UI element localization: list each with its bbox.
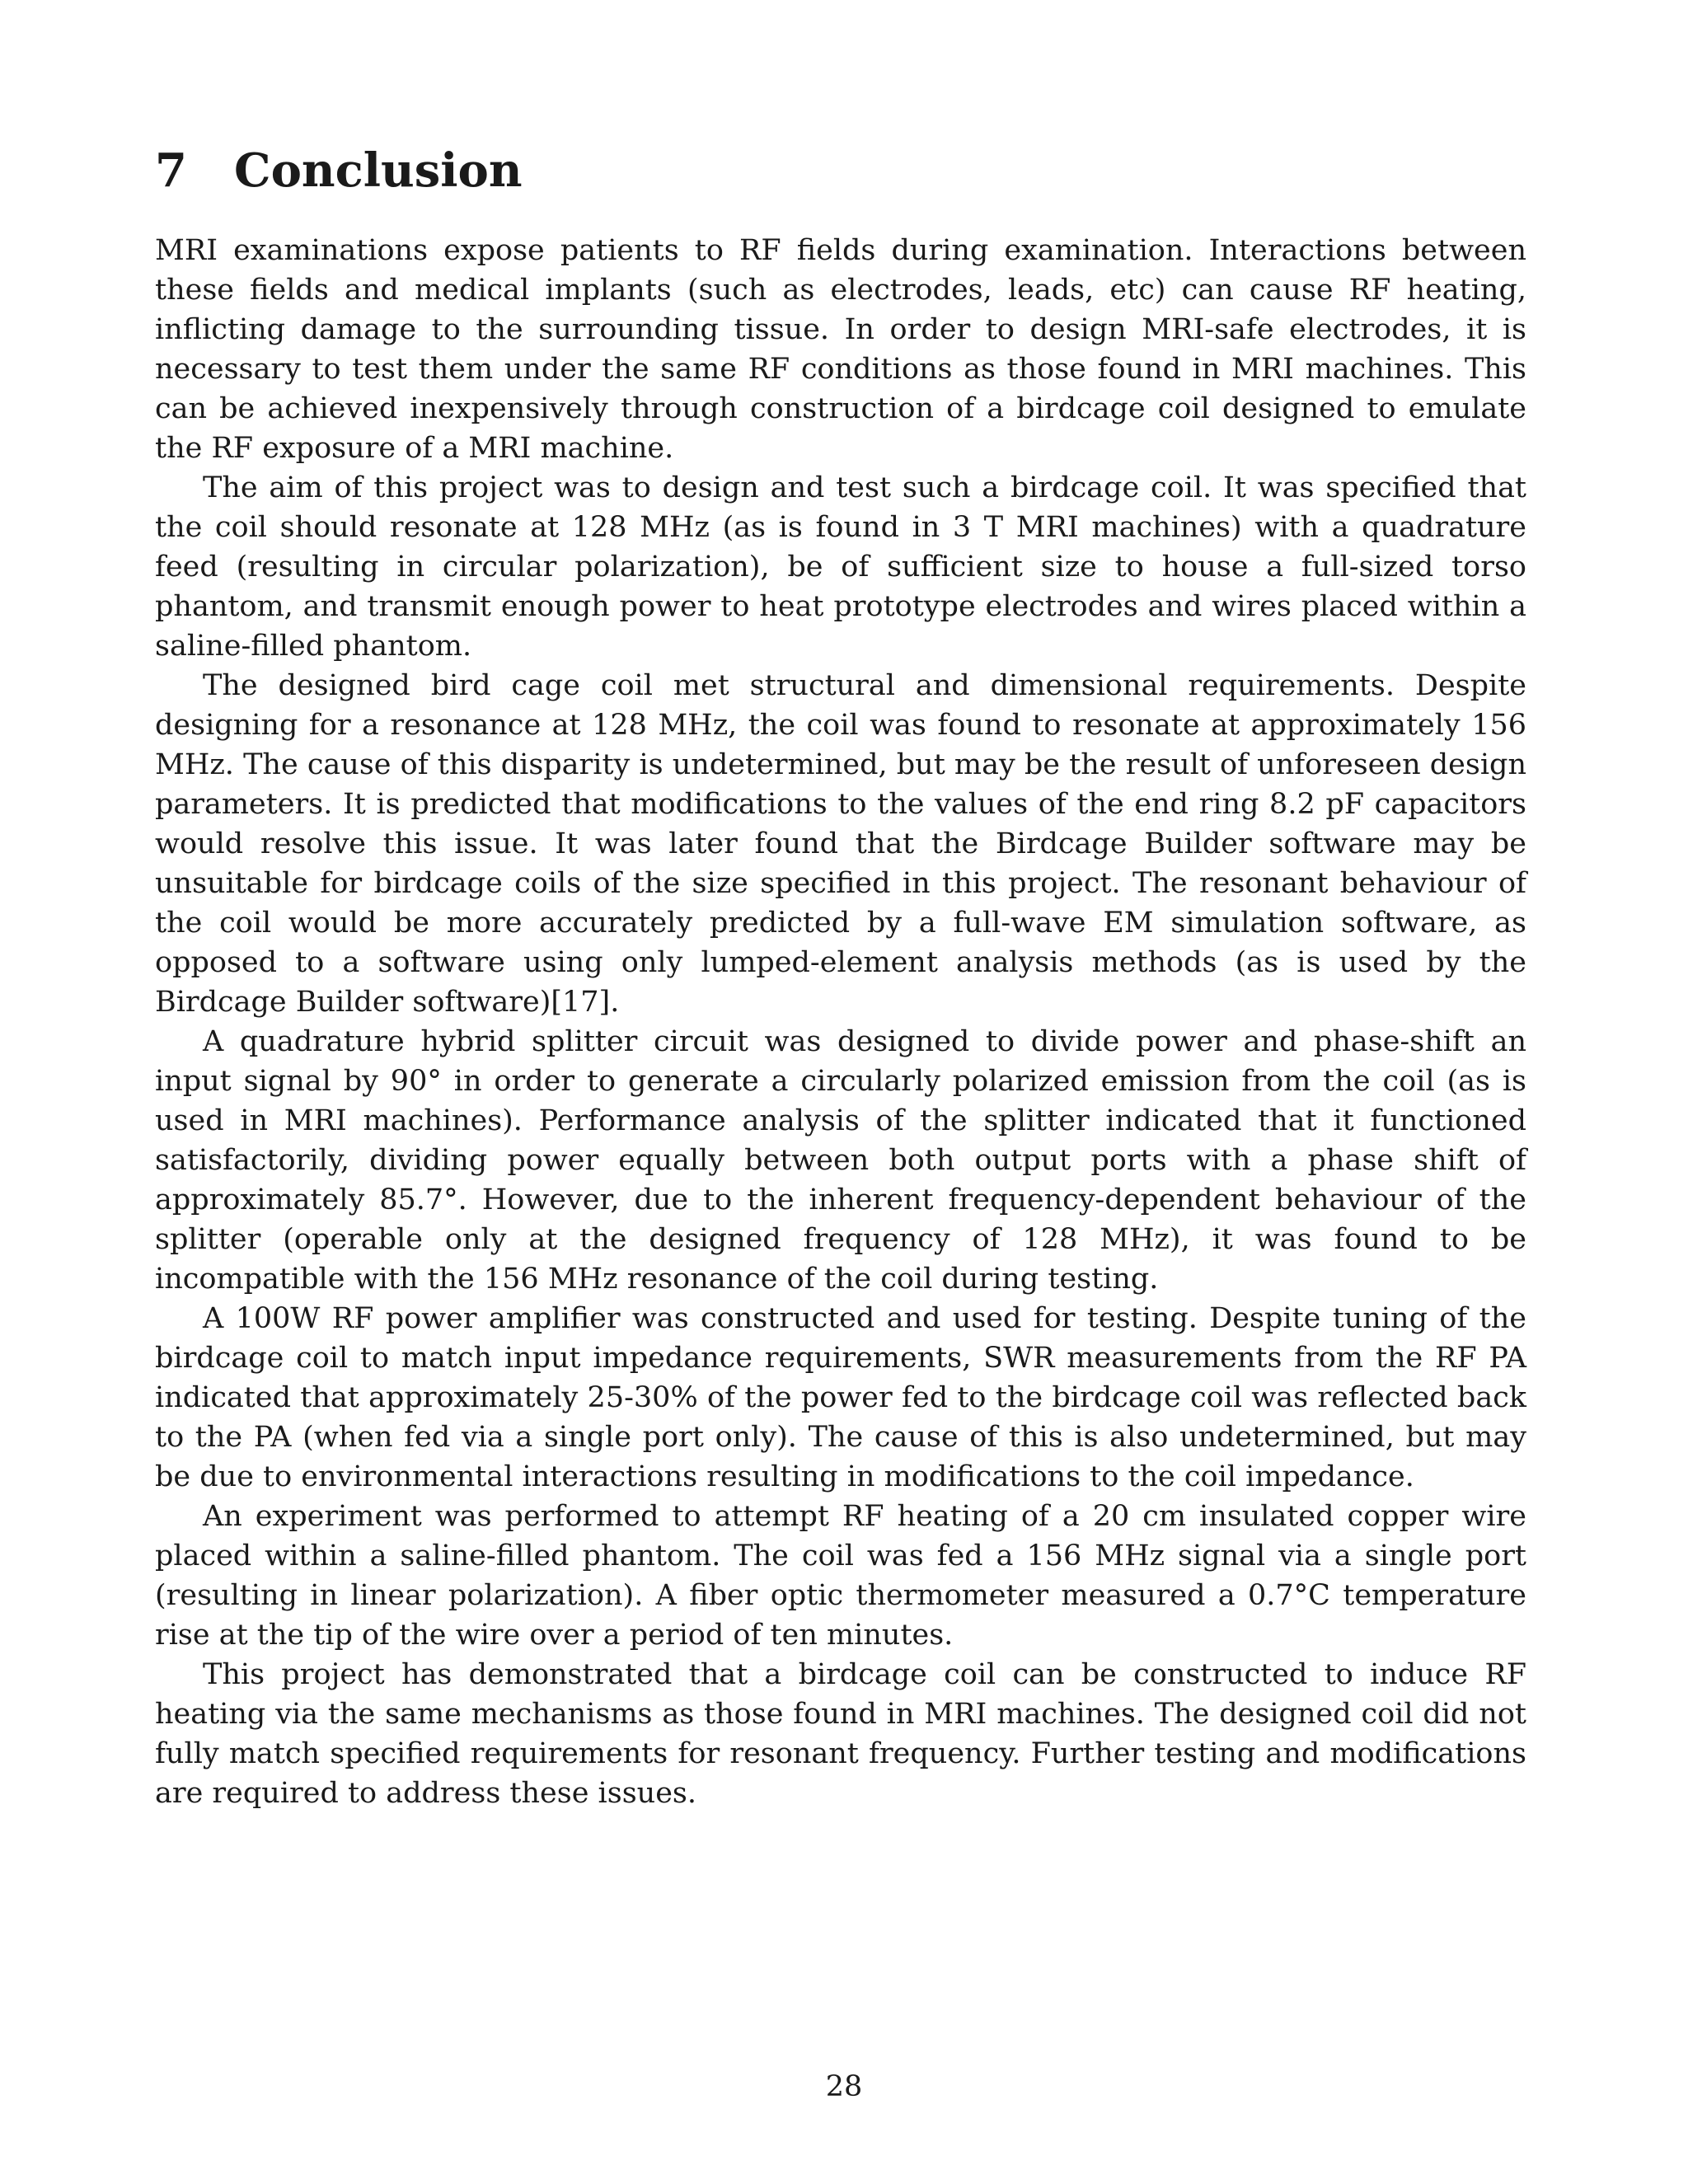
paragraph-4: A quadrature hybrid splitter circuit was designed to divide power and phase-shift an input signal by 90° in order to generate a circularly polarized emission from the coil (as is used in MRI machines). Performance analysis of the splitter indicated that it functioned satisfactorily, dividing power equally between both output ports with a phase shift of approximately 85.7°. However, due to the inherent frequency-dependent behaviour of the splitter (operable only at the designed frequency of 128 MHz), it was found to be incompatible with the 156 MHz resonance of the coil during testing. xyxy=(155,1025,1526,1296)
paragraph-6: An experiment was performed to attempt RF heating of a 20 cm insulated copper wire placed within a saline-filled phantom. The coil was fed a 156 MHz signal via a single port (resulting in linear polarization). A fiber optic thermometer measured a 0.7°C temperature rise at the tip of the wire over a period of ten minutes. xyxy=(155,1500,1526,1652)
body-text xyxy=(155,231,1526,1813)
paragraph-2: The aim of this project was to design and test such a birdcage coil. It was specified that the coil should resonate at 128 MHz (as is found in 3 T MRI machines) with a quadrature feed (resulting in circular polarization), be of sufficient size to house a full-sized torso phantom, and transmit enough power to heat prototype electrodes and wires placed within a saline-filled phantom. xyxy=(155,471,1526,663)
paragraph-1: MRI examinations expose patients to RF fields during examination. Interactions between these fields and medical implants (such as electrodes, leads, etc) can cause RF heating, inflicting damage to the surrounding tissue. In order to design MRI-safe electrodes, it is necessary to test them under the same RF conditions as those found in MRI machines. This can be achieved inexpensively through construction of a birdcage coil designed to emulate the RF exposure of a MRI machine. xyxy=(155,234,1526,465)
page-number: 28 xyxy=(825,2070,863,2103)
paragraph-5: A 100W RF power amplifier was constructed and used for testing. Despite tuning of the birdcage coil to match input impedance requirements, SWR measurements from the RF PA indicated that approximately 25-30% of the power fed to the birdcage coil was reflected back to the PA (when fed via a single port only). The cause of this is also undetermined, but may be due to environmental interactions resulting in modifications to the coil impedance. xyxy=(155,1302,1526,1493)
section-heading xyxy=(155,142,523,199)
section-number: 7 xyxy=(155,143,187,198)
paragraph-3: The designed bird cage coil met structural and dimensional requirements. Despite designing for a resonance at 128 MHz, the coil was found to resonate at approximately 156 MHz. The cause of this disparity is undetermined, but may be the result of unforeseen design parameters. It is predicted that modifications to the values of the end ring 8.2 pF capacitors would resolve this issue. It was later found that the Birdcage Builder software may be unsuitable for birdcage coils of the size specified in this project. The resonant behaviour of the coil would be more accurately predicted by a full-wave EM simulation software, as opposed to a software using only lumped-element analysis methods (as is used by the Birdcage Builder software)[17]. xyxy=(155,669,1526,1019)
paragraph-7: This project has demonstrated that a birdcage coil can be constructed to induce RF heating via the same mechanisms as those found in MRI machines. The designed coil did not fully match specified requirements for resonant frequency. Further testing and modifications are required to address these issues. xyxy=(155,1658,1526,1810)
section-title: Conclusion xyxy=(234,143,523,198)
